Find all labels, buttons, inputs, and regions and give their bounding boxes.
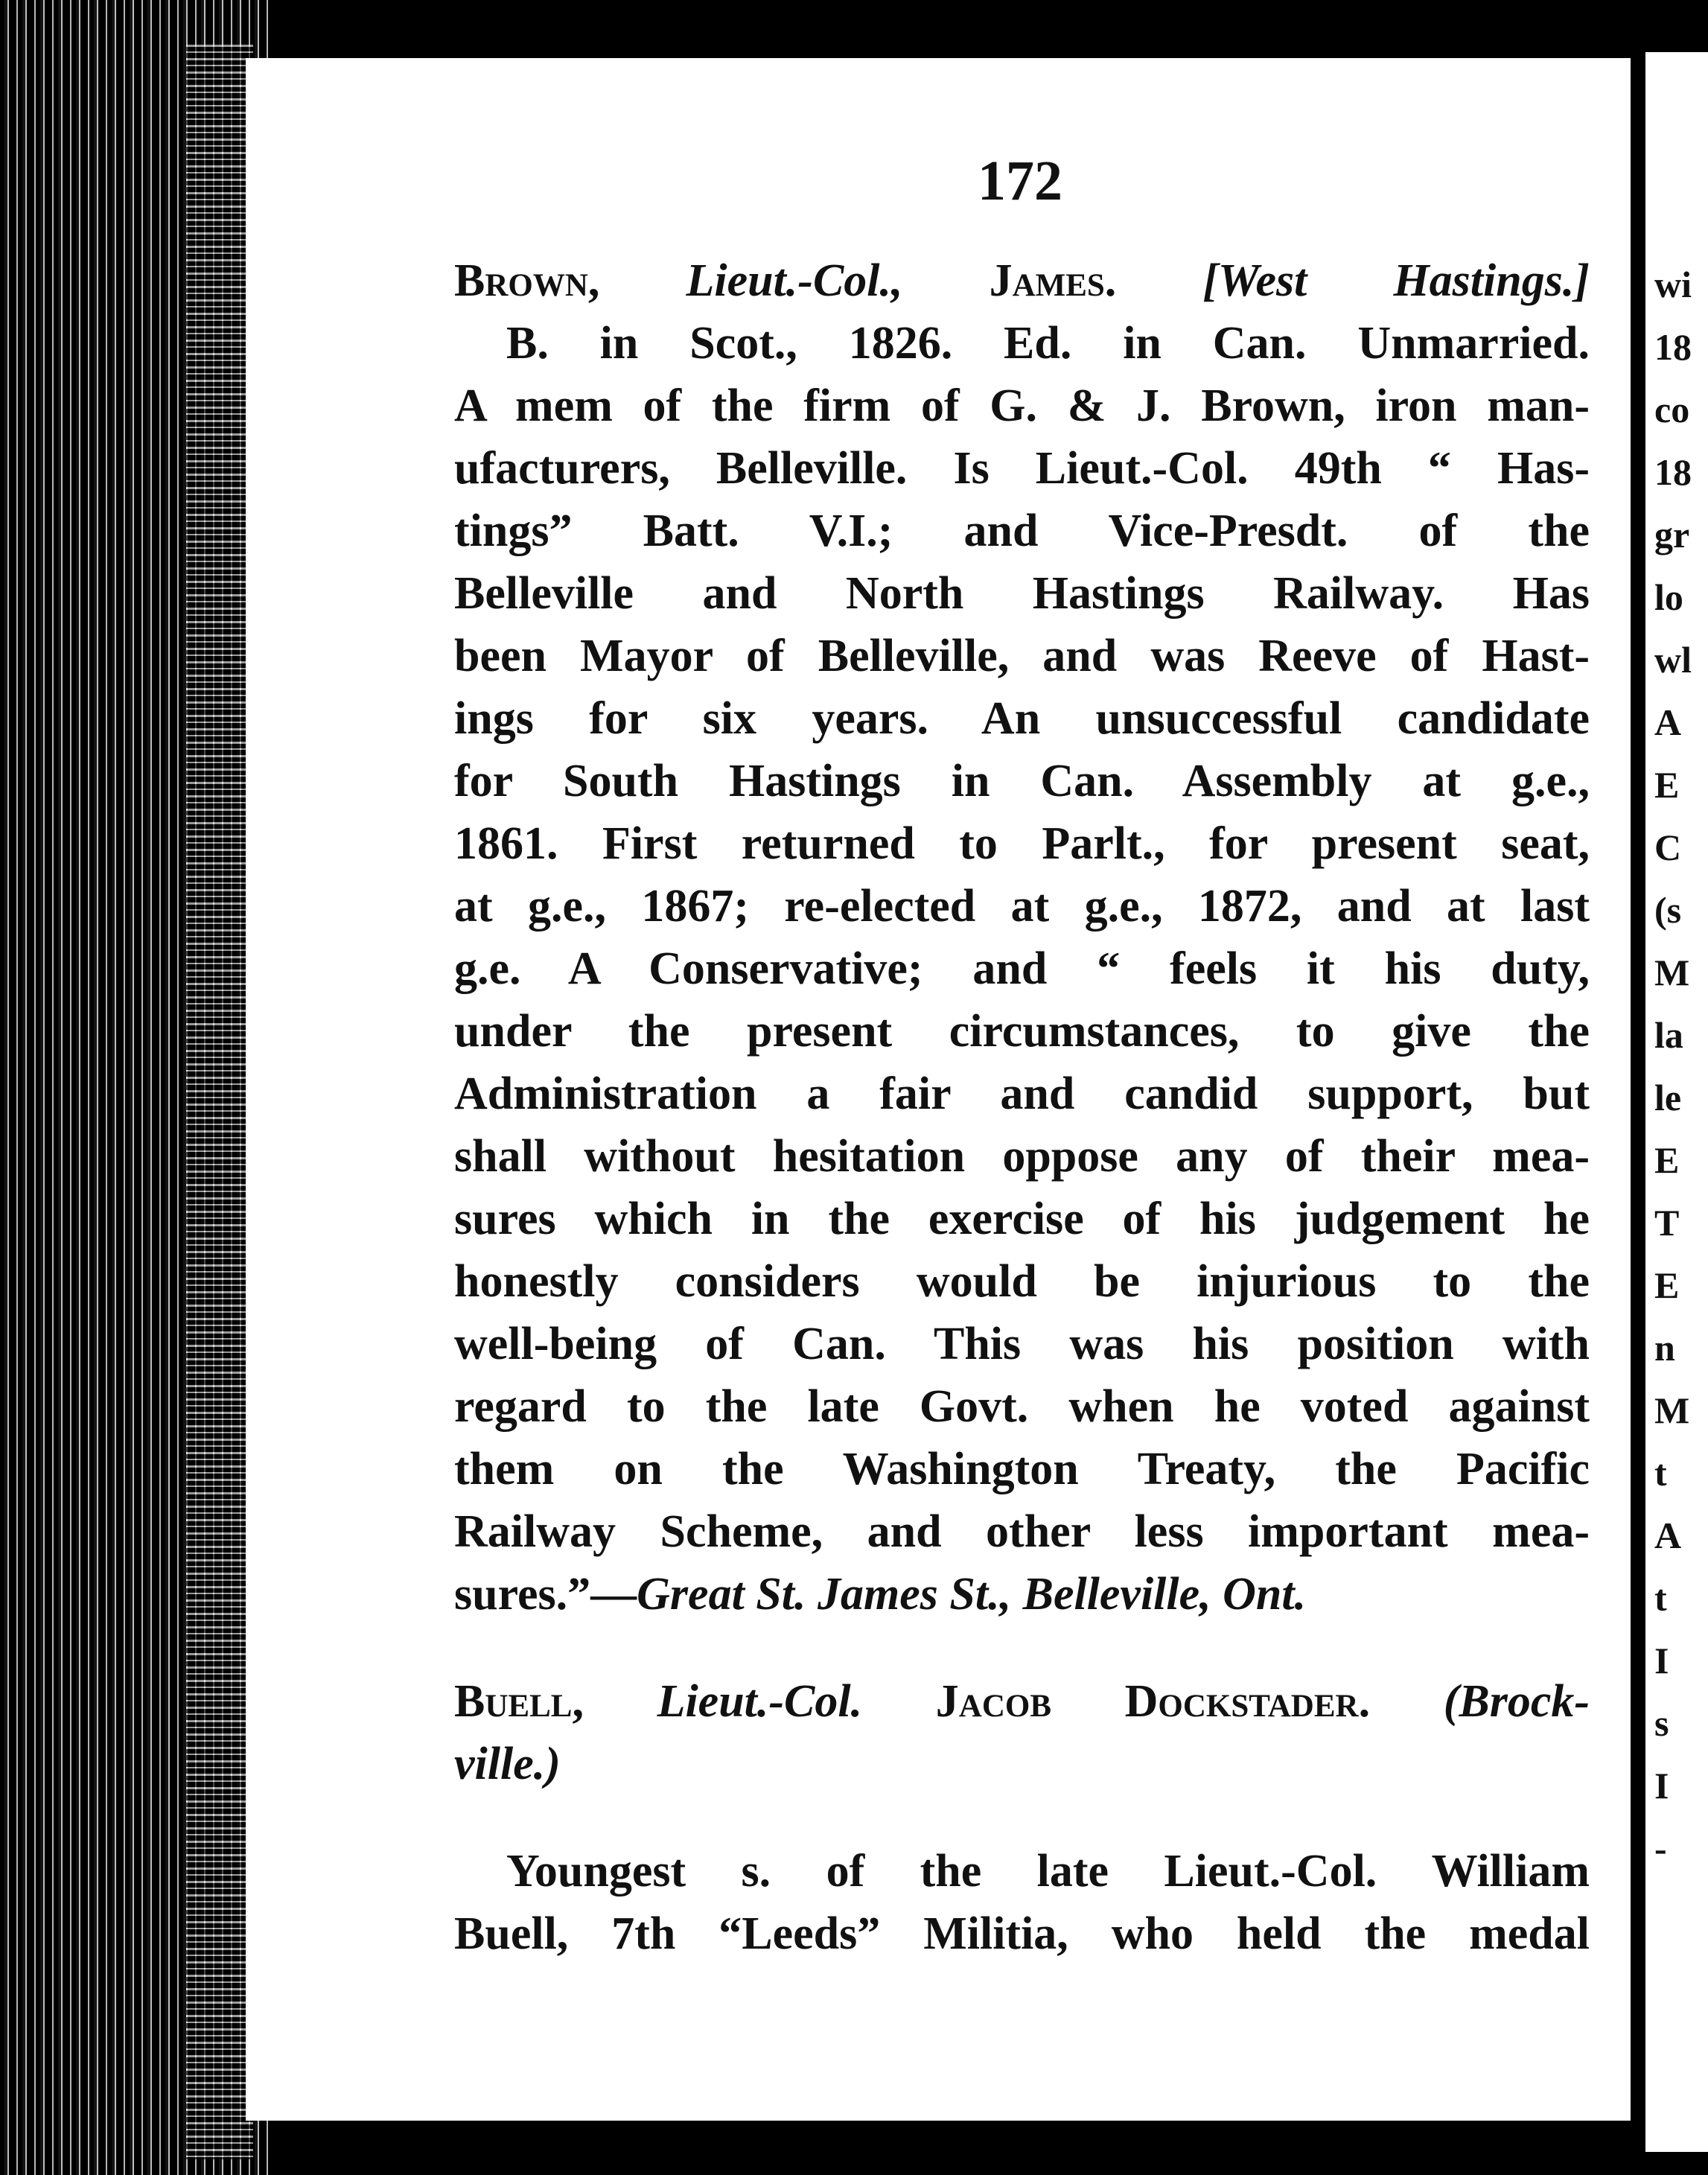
- text-fragment: sures.”—: [454, 1569, 637, 1620]
- fragment: wl: [1654, 639, 1692, 681]
- fragment: M: [1654, 1389, 1690, 1431]
- fragment: s: [1654, 1702, 1669, 1744]
- entry-rank: Lieut.-Col.: [657, 1676, 863, 1727]
- entry-constituency: [West Hastings.]: [1202, 255, 1590, 306]
- text-line-address: [454, 1563, 1590, 1625]
- text-line: Railway Scheme, and other less important mea-: [454, 1506, 1590, 1557]
- entry-surname: Buell,: [454, 1676, 584, 1727]
- entry-place: (Brock-: [1443, 1676, 1590, 1727]
- text-line: shall without hesitation oppose any of their mea-: [454, 1131, 1590, 1182]
- fragment: I: [1654, 1765, 1669, 1806]
- fragment: T: [1654, 1202, 1680, 1243]
- text-line: sures which in the exercise of his judgement he: [454, 1194, 1590, 1244]
- entry-separator: [454, 1625, 1590, 1670]
- fragment: C: [1654, 827, 1682, 868]
- fragment: A: [1654, 1515, 1682, 1556]
- facing-page-text: [1654, 253, 1708, 1879]
- text-line: Belleville and North Hastings Railway. Has: [454, 568, 1590, 619]
- fragment: la: [1654, 1014, 1683, 1056]
- fragment: -: [1654, 1827, 1667, 1869]
- entry-place-continued: ville.): [454, 1739, 561, 1789]
- text-line: honestly considers would be injurious to the: [454, 1256, 1590, 1307]
- text-line: 1861. First returned to Parlt., for present seat,: [454, 818, 1590, 869]
- text-line: regard to the late Govt. when he voted against: [454, 1381, 1590, 1432]
- fragment: lo: [1654, 576, 1683, 618]
- entry-given-name: Jacob Dockstader.: [935, 1676, 1371, 1727]
- fragment: n: [1654, 1327, 1675, 1369]
- text-line: well-being of Can. This was his position with: [454, 1319, 1590, 1369]
- entry-address: Great St. James St., Belleville, Ont.: [637, 1569, 1307, 1620]
- text-line: them on the Washington Treaty, the Pacific: [454, 1444, 1590, 1494]
- fragment: 18: [1654, 326, 1692, 368]
- text-line: under the present circumstances, to give the: [454, 1006, 1590, 1057]
- fragment: E: [1654, 764, 1680, 806]
- entry-heading-buell: [454, 1670, 1590, 1733]
- entry-separator: [454, 1795, 1590, 1840]
- fragment: gr: [1654, 514, 1690, 555]
- fragment: M: [1654, 952, 1690, 993]
- fragment: co: [1654, 389, 1690, 430]
- text-line: Buell, 7th “Leeds” Militia, who held the medal: [454, 1908, 1590, 1959]
- fragment: I: [1654, 1640, 1669, 1681]
- entry-surname: Brown,: [454, 255, 600, 306]
- page-body: [454, 249, 1590, 1965]
- fragment: E: [1654, 1139, 1680, 1181]
- fragment: (s: [1654, 889, 1682, 931]
- entry-given-name: James.: [989, 255, 1117, 306]
- text-line: tings” Batt. V.I.; and Vice-Presdt. of the: [454, 506, 1590, 556]
- fragment: 18: [1654, 451, 1692, 493]
- fragment: le: [1654, 1077, 1682, 1118]
- book-spine: [186, 45, 253, 2159]
- text-line: A mem of the firm of G. & J. Brown, iron man-: [454, 380, 1590, 431]
- fragment: A: [1654, 701, 1682, 743]
- entry-heading-brown: [454, 249, 1590, 312]
- text-line: at g.e., 1867; re-elected at g.e., 1872, and at last: [454, 881, 1590, 932]
- text-line: B. in Scot., 1826. Ed. in Can. Unmarried.: [506, 318, 1590, 369]
- text-line: ufacturers, Belleville. Is Lieut.-Col. 49th “ Has-: [454, 443, 1590, 494]
- fragment: wi: [1654, 264, 1692, 305]
- page-number: 172: [978, 150, 1062, 212]
- text-line: for South Hastings in Can. Assembly at g.e.,: [454, 756, 1590, 806]
- entry-rank: Lieut.-Col.,: [686, 255, 903, 306]
- fragment: t: [1654, 1577, 1667, 1619]
- text-line: g.e. A Conservative; and “ feels it his duty,: [454, 943, 1590, 994]
- text-line: been Mayor of Belleville, and was Reeve of Hast-: [454, 631, 1590, 681]
- fragment: E: [1654, 1264, 1680, 1306]
- fragment: t: [1654, 1452, 1667, 1494]
- text-line: Youngest s. of the late Lieut.-Col. William: [506, 1846, 1590, 1897]
- text-line: Administration a fair and candid support, but: [454, 1069, 1590, 1119]
- text-line: ings for six years. An unsuccessful candidate: [454, 693, 1590, 744]
